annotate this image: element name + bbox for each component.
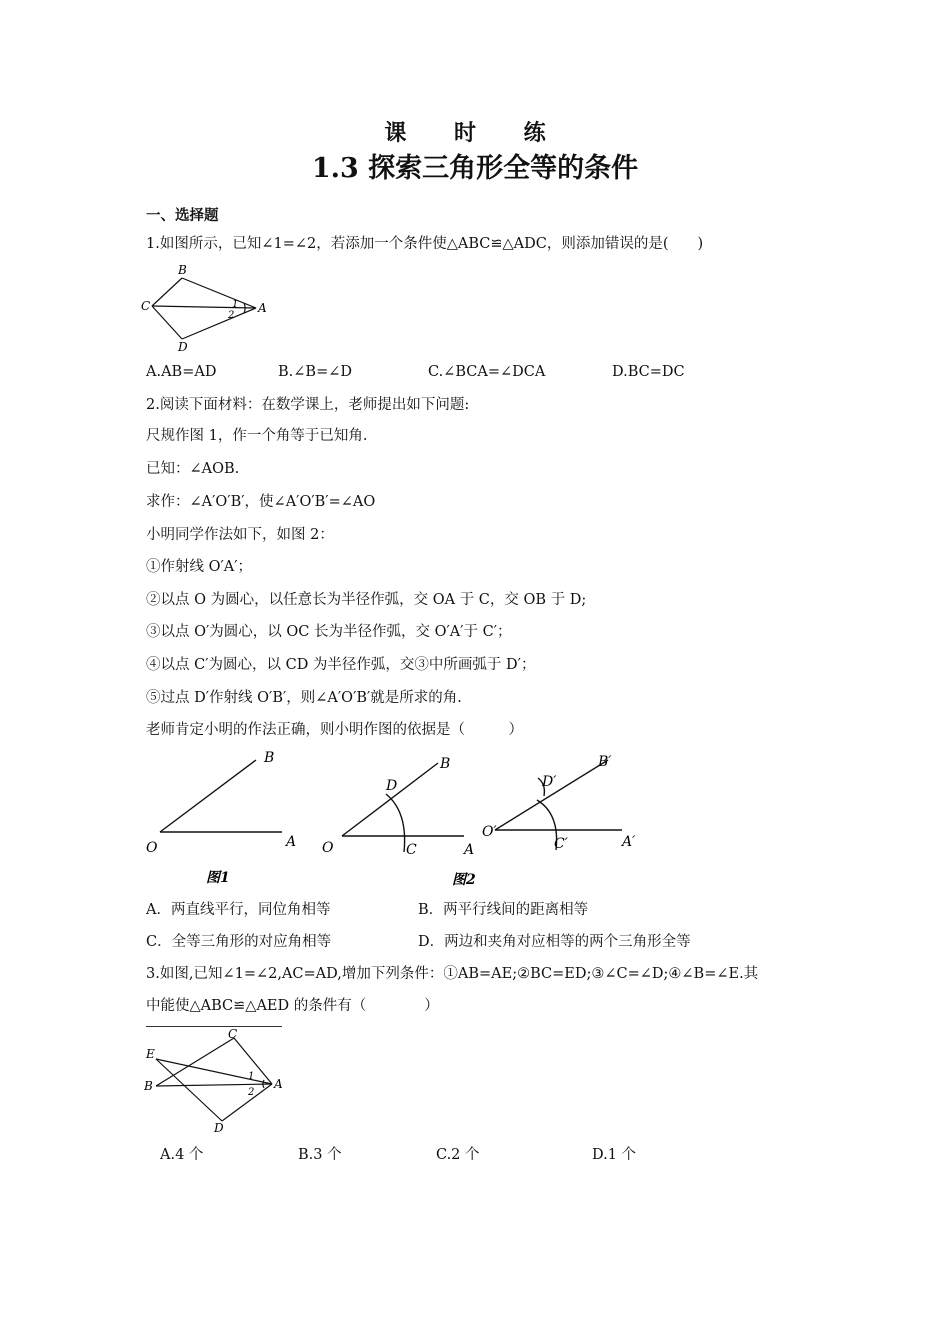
q3-label-d: D [214,1121,224,1135]
q3-option-c: C.2 个 [436,1147,480,1163]
q2-line-10: ⑤过点 D′作射线 O′B′，则∠A′O′B′就是所求的角. [146,690,462,706]
q2-option-a: A．两直线平行，同位角相等 [146,902,331,918]
q2-line-3: 已知：∠AOB. [146,461,240,477]
q1-label-a: A [258,301,267,315]
q1-option-b: B.∠B=∠D [278,364,352,380]
q1-option-c: C.∠BCA=∠DCA [428,364,546,380]
q3-option-a: A.4 个 [160,1147,204,1163]
fig1-caption: 图1 [206,870,230,886]
q2-option-c: C．全等三角形的对应角相等 [146,934,332,950]
section-heading: 一、选择题 [146,207,219,224]
q1-label-d: D [178,340,188,354]
fig3-label-c: C′ [554,836,568,852]
q1-option-d: D.BC=DC [612,364,685,380]
fig3-label-d: D′ [542,774,557,790]
page-header-label: 课 时 练 [384,120,566,146]
fig1-label-a: A [286,834,297,850]
q2-line-8: ③以点 O′为圆心，以 OC 长为半径作弧，交 O′A′于 C′； [146,624,512,640]
q3-label-2: 2 [248,1087,255,1098]
question-1-stem: 1.如图所示，已知∠1=∠2，若添加一个条件使△ABC≌△ADC，则添加错误的是( ) [146,236,704,252]
question-2-figure [140,748,640,890]
q3-label-a: A [274,1077,283,1091]
q3-option-d: D.1 个 [592,1147,637,1163]
q2-line-9: ④以点 C′为圆心，以 CD 为半径作弧，交③中所画弧于 D′； [146,657,536,673]
q3-option-b: B.3 个 [298,1147,342,1163]
q3-line-1: 3.如图,已知∠1=∠2,AC=AD,增加下列条件：①AB=AE;②BC=ED;③∠C=∠D;④∠B=∠E.其 [146,966,759,982]
q3-label-b: B [144,1079,153,1093]
q2-line-11: 老师肯定小明的作法正确，则小明作图的依据是（ ） [146,722,523,738]
fig3-label-a: A′ [622,834,636,850]
question-3-figure [142,1026,288,1136]
q3-label-e: E [146,1047,155,1061]
q1-label-2: 2 [228,310,235,321]
q2-line-1: 2.阅读下面材料：在数学课上，老师提出如下问题: [146,397,470,413]
q2-option-b: B．两平行线间的距离相等 [418,902,589,918]
q1-option-a: A.AB=AD [146,364,217,380]
page-title: 1.3 探索三角形全等的条件 [311,153,639,184]
fig2-label-d: D [386,778,398,794]
q2-line-5: 小明同学作法如下，如图 2： [146,527,334,543]
fig2-caption: 图2 [452,872,476,888]
fig1-label-b: B [264,750,275,766]
q2-line-7: ②以点 O 为圆心，以任意长为半径作弧，交 OA 于 C，交 OB 于 D; [146,592,587,608]
q1-label-c: C [141,299,151,313]
q2-line-2: 尺规作图 1，作一个角等于已知角. [146,428,368,444]
question-1-figure [140,262,272,354]
q2-line-6: ①作射线 O′A′； [146,559,253,575]
q3-label-c: C [228,1027,238,1041]
fig2-label-a: A [464,842,475,858]
q3-label-1: 1 [248,1071,255,1082]
fig1-label-o: O [146,840,158,856]
q3-line-2: 中能使△ABC≌△AED 的条件有（ ） [146,998,439,1014]
fig2-label-o: O [322,840,334,856]
q2-option-d: D．两边和夹角对应相等的两个三角形全等 [418,934,691,950]
fig2-label-c: C [406,842,417,858]
fig3-label-b: B′ [598,754,612,770]
q1-label-1: 1 [232,299,239,310]
q2-line-4: 求作：∠A′O′B′，使∠A′O′B′=∠AO [146,494,376,510]
fig2-label-b: B [440,756,451,772]
fig3-label-o: O′ [482,824,497,840]
q1-label-b: B [178,263,187,277]
